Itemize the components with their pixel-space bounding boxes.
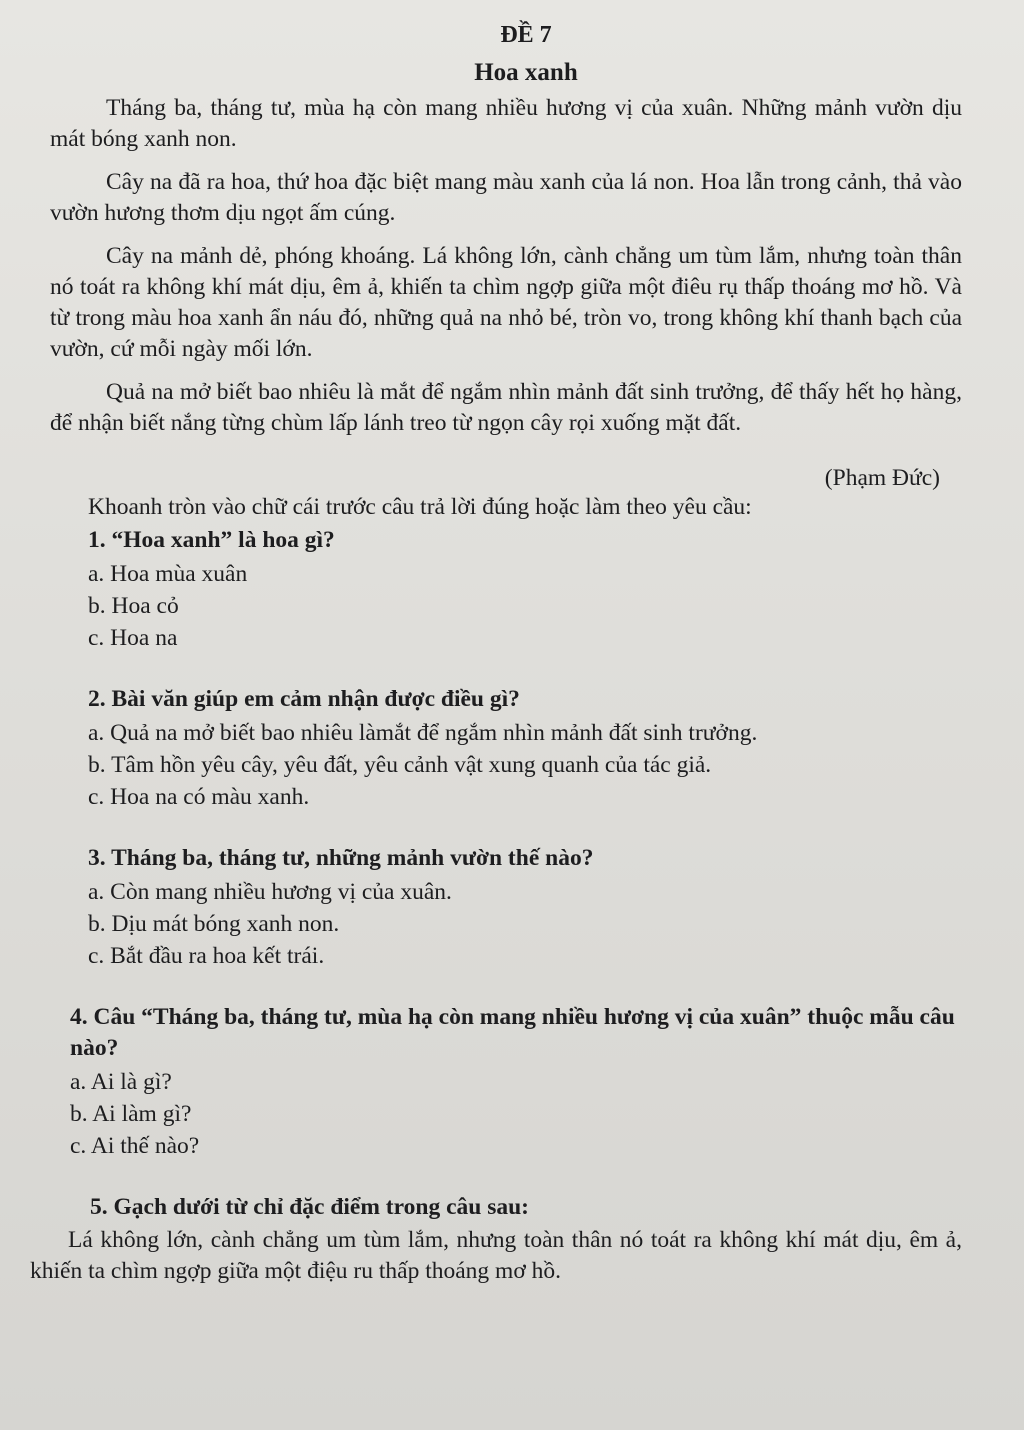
question-3 xyxy=(50,843,962,972)
question-text: 1. “Hoa xanh” là hoa gì? xyxy=(88,527,335,553)
exam-number: ĐỀ 7 xyxy=(500,22,552,48)
question-text: 5. Gạch dưới từ chỉ đặc điểm trong câu sau: xyxy=(90,1194,529,1220)
answer-option-b[interactable]: b. Dịu mát bóng xanh non. xyxy=(88,911,340,937)
target-sentence[interactable]: Lá không lớn, cành chẳng um tùm lắm, nhưng toàn thân nó toát ra không khí mát dịu, êm ả, khiến ta chìm ngợp giữa một điệu ru thấp thoáng mơ hồ. xyxy=(30,1227,962,1284)
story-title: Hoa xanh xyxy=(474,59,578,86)
answer-option-b[interactable]: b. Hoa cỏ xyxy=(88,593,179,619)
author-credit: (Phạm Đức) xyxy=(824,465,940,491)
question-5 xyxy=(30,1192,962,1287)
answer-options xyxy=(88,717,962,813)
answer-option-a[interactable]: a. Ai là gì? xyxy=(70,1069,172,1095)
answer-options xyxy=(88,876,962,972)
answer-option-b[interactable]: b. Tâm hồn yêu cây, yêu đất, yêu cảnh vật xung quanh của tác giả. xyxy=(88,752,712,778)
answer-option-a[interactable]: a. Hoa mùa xuân xyxy=(88,561,248,587)
question-1 xyxy=(50,525,962,654)
answer-option-c[interactable]: c. Bắt đầu ra hoa kết trái. xyxy=(88,943,325,969)
passage-paragraph: Cây na mảnh dẻ, phóng khoáng. Lá không lớn, cành chẳng um tùm lắm, nhưng toàn thân nó toát ra không khí mát dịu, êm ả, khiến ta chìm ngợp giữa một điêu rụ thấp thoáng mơ hồ. Và từ trong màu hoa xanh ẩn náu đó, những quả na nhỏ bé, tròn vo, trong không khí thanh bạch của vườn, cứ mỗi ngày mối lớn. xyxy=(50,243,962,362)
question-text: 3. Tháng ba, tháng tư, những mảnh vườn thế nào? xyxy=(88,845,594,871)
answer-option-c[interactable]: c. Hoa na có màu xanh. xyxy=(88,784,310,810)
answer-option-a[interactable]: a. Quả na mở biết bao nhiêu làmắt để ngắm nhìn mảnh đất sinh trưởng. xyxy=(88,720,758,746)
answer-option-a[interactable]: a. Còn mang nhiều hương vị của xuân. xyxy=(88,879,452,905)
passage-paragraph: Cây na đã ra hoa, thứ hoa đặc biệt mang màu xanh của lá non. Hoa lẫn trong cảnh, thả vào vườn hương thơm dịu ngọt ấm cúng. xyxy=(50,169,962,226)
question-2 xyxy=(50,684,962,813)
answer-option-b[interactable]: b. Ai làm gì? xyxy=(70,1101,192,1127)
reading-passage xyxy=(50,93,962,492)
answer-options xyxy=(88,558,962,654)
answer-option-c[interactable]: c. Ai thế nào? xyxy=(70,1133,200,1159)
question-text: 4. Câu “Tháng ba, tháng tư, mùa hạ còn mang nhiều hương vị của xuân” thuộc mẫu câu nào? xyxy=(70,1004,955,1061)
passage-paragraph: Quả na mở biết bao nhiêu là mắt để ngắm nhìn mảnh đất sinh trưởng, để thấy hết họ hàng, để nhận biết nắng từng chùm lấp lánh treo từ ngọn cây rọi xuống mặt đất. xyxy=(50,379,962,436)
passage-paragraph: Tháng ba, tháng tư, mùa hạ còn mang nhiều hương vị của xuân. Những mảnh vườn dịu mát bóng xanh non. xyxy=(50,95,962,152)
question-text: 2. Bài văn giúp em cảm nhận được điều gì? xyxy=(88,686,520,712)
question-4 xyxy=(50,1002,962,1162)
answer-options xyxy=(70,1066,962,1162)
answer-option-c[interactable]: c. Hoa na xyxy=(88,625,178,651)
instruction-text: Khoanh tròn vào chữ cái trước câu trả lời đúng hoặc làm theo yêu cầu: xyxy=(88,494,752,520)
